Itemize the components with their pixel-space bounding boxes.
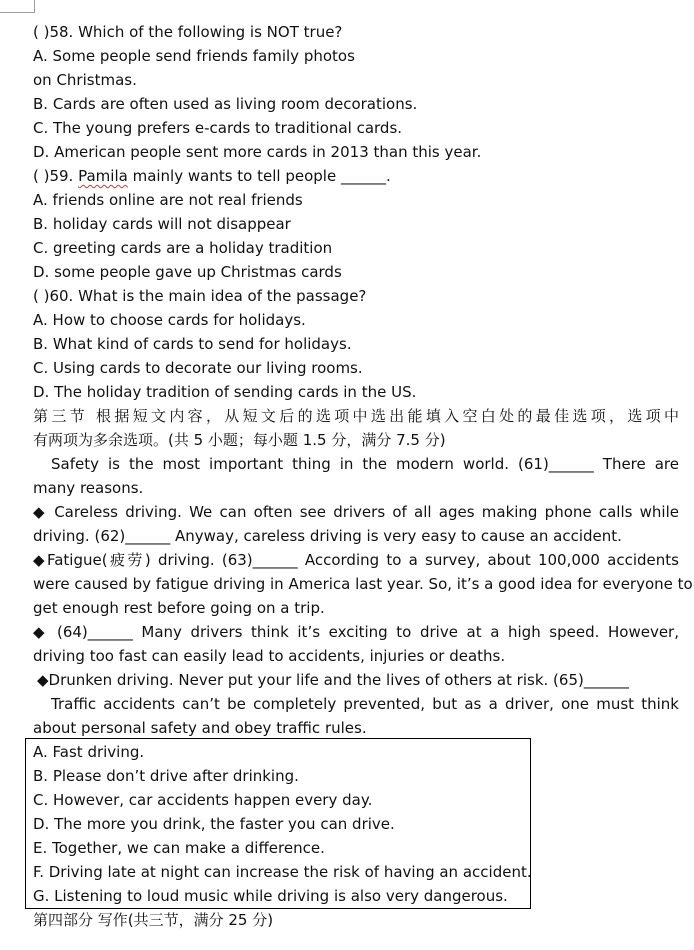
passage-p2-line2: driving. (62)______ Anyway, careless driving is very easy to cause an accident. (33, 527, 622, 545)
q58-option-a-cont: on Christmas. (33, 71, 137, 89)
q58-stem: ( )58. Which of the following is NOT true? (33, 23, 343, 41)
passage-p5-line1: ◆Drunken driving. Never put your life and the lives of others at risk. (65)______ (37, 671, 629, 689)
q60-option-d: D. The holiday tradition of sending cards in the US. (33, 383, 417, 401)
q59-option-d: D. some people gave up Christmas cards (33, 263, 342, 281)
section3-instruction-line2: 有两项为多余选项。(共 5 小题；每小题 1.5 分，满分 7.5 分) (33, 431, 446, 449)
q59-option-a: A. friends online are not real friends (33, 191, 303, 209)
q58-option-c: C. The young prefers e-cards to traditional cards. (33, 119, 403, 137)
q58-option-b: B. Cards are often used as living room decorations. (33, 95, 418, 113)
passage-p3-line1: ◆Fatigue(疲劳) driving. (63)______ According to a survey, about 100,000 accidents (33, 551, 679, 569)
part4-heading: 第四部分 写作(共三节，满分 25 分) (33, 911, 274, 929)
option-c: C. However, car accidents happen every day. (33, 791, 373, 809)
q60-option-a: A. How to choose cards for holidays. (33, 311, 306, 329)
passage-p6-line2: about personal safety and obey traffic rules. (33, 719, 367, 737)
q60-stem: ( )60. What is the main idea of the passage? (33, 287, 367, 305)
option-d: D. The more you drink, the faster you can drive. (33, 815, 395, 833)
section3-instruction-line1: 第三节 根据短文内容，从短文后的选项中选出能填入空白处的最佳选项，选项中 (33, 407, 679, 425)
q59-prefix: ( )59. (33, 167, 79, 185)
option-a: A. Fast driving. (33, 743, 145, 761)
q59-option-b: B. holiday cards will not disappear (33, 215, 291, 233)
q59-spellcheck-name: Pamila (78, 167, 128, 185)
option-g: G. Listening to loud music while driving is also very dangerous. (33, 887, 508, 905)
q59-stem (33, 167, 391, 185)
q59-option-c: C. greeting cards are a holiday tradition (33, 239, 333, 257)
passage-p1-line2: many reasons. (33, 479, 144, 497)
option-e: E. Together, we can make a difference. (33, 839, 325, 857)
q59-rest: mainly wants to tell people ______. (127, 167, 391, 185)
passage-p4-line1: ◆ (64)______ Many drivers think it’s exciting to drive at a high speed. However, (33, 623, 679, 641)
passage-p6-line1: Traffic accidents can’t be completely prevented, but as a driver, one must think (51, 695, 679, 713)
option-b: B. Please don’t drive after drinking. (33, 767, 299, 785)
q60-option-b: B. What kind of cards to send for holidays. (33, 335, 352, 353)
option-f: F. Driving late at night can increase the risk of having an accident. (33, 863, 532, 881)
passage-p2-line1: ◆ Careless driving. We can often see drivers of all ages making phone calls while (33, 503, 679, 521)
q58-option-d: D. American people sent more cards in 2013 than this year. (33, 143, 482, 161)
passage-p4-line2: driving too fast can easily lead to accidents, injuries or deaths. (33, 647, 506, 665)
q60-option-c: C. Using cards to decorate our living rooms. (33, 359, 363, 377)
passage-p1-line1: Safety is the most important thing in the modern world. (61)______ There are (51, 455, 679, 473)
passage-p3-line3: get enough rest before going on a trip. (33, 599, 325, 617)
page-corner-mark (0, 0, 35, 13)
passage-p3-line2: were caused by fatigue driving in America last year. So, it’s a good idea for everyone to (33, 575, 693, 593)
q58-option-a: A. Some people send friends family photos (33, 47, 355, 65)
